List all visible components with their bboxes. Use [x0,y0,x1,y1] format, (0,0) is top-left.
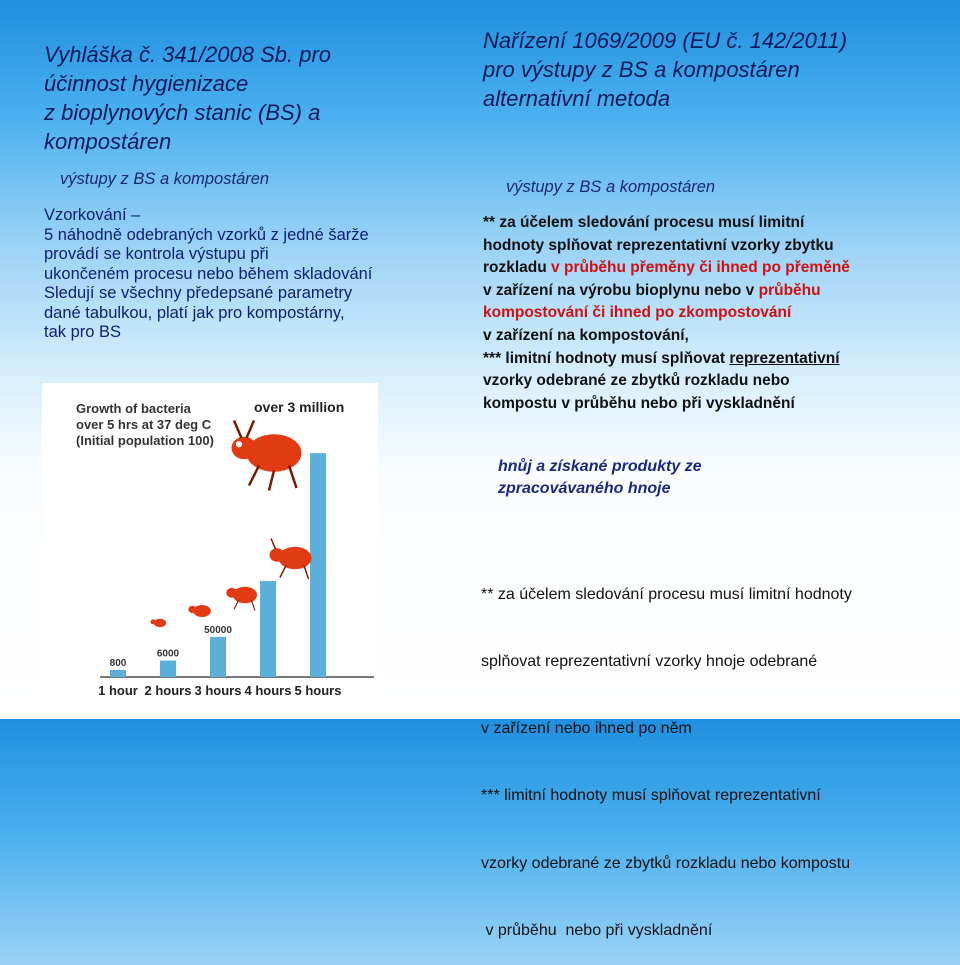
data-label: 6000 [156,648,180,660]
p1-text: *** limitní hodnoty musí splňovat [483,349,730,367]
left-title-line: kompostáren [44,129,172,154]
manure-heading [498,456,702,500]
p2-line: splňovat reprezentativní vzorky hnoje odebrané [481,653,818,671]
bug-icon [188,605,210,617]
bug-icon [270,539,312,580]
left-body-line: Sledují se všechny předepsané parametry [44,284,353,302]
bug-icon [232,421,302,491]
left-body-line: Vzorkování – [44,206,141,224]
left-body-line: ukončeném procesu nebo během skladování [44,264,373,283]
bacteria-growth-chart [42,383,378,719]
p1-line: v zařízení na kompostování, [483,326,689,344]
p2-line: vzorky odebrané ze zbytků rozkladu nebo kompostu [481,854,851,872]
left-body-line: 5 náhodně odebraných vzorků z jedné šarže [44,225,369,244]
left-title-line: účinnost hygienizace [44,71,249,96]
data-label: 50000 [204,624,232,636]
x-tick-label: 4 hours [244,683,292,698]
p1-line: kompostu v průběhu nebo při vyskladnění [483,394,795,412]
right-subtitle: výstupy z BS a kompostáren [506,178,716,196]
right-title-line: Nařízení 1069/2009 (EU č. 142/2011) [483,28,848,53]
p1-line [483,257,850,280]
p1-highlight-line: kompostování či ihned po zkompostování [483,304,792,322]
left-body-line: tak pro BS [44,323,122,341]
chart-bar [210,637,226,677]
x-tick-label: 5 hours [294,683,342,698]
right-title [483,26,847,113]
p1-text: v zařízení na výrobu bioplynu nebo v [483,281,759,299]
chart-bar [160,661,176,677]
chart-title-line: (Initial population 100) [76,433,214,448]
data-label: 800 [109,657,127,669]
p1-highlight: průběhu [758,281,821,299]
left-title-line: Vyhláška č. 341/2008 Sb. pro [44,42,332,67]
chart-bar [110,670,126,677]
left-body-line: dané tabulkou, platí jak pro kompostárny, [44,303,345,322]
x-tick-label: 2 hours [144,683,192,698]
left-title [44,40,331,156]
p1-line: vzorky odebrané ze zbytků rozkladu nebo [483,372,790,390]
x-tick-label: 1 hour [98,683,138,698]
p1-line [483,280,850,303]
right-paragraph-1 [483,212,850,415]
p2-line: v zařízení nebo ihned po něm [481,720,692,738]
bug-icon [226,587,257,611]
manure-heading-line: zpracovávaného hnoje [498,480,671,497]
left-body [44,206,372,343]
chart-title-line: over 5 hrs at 37 deg C [76,417,212,432]
chart-bar [260,581,276,677]
p2-line: ** za účelem sledování procesu musí limitní hodnoty [481,585,852,603]
right-title-line: alternativní metoda [483,86,671,111]
p1-highlight: v průběhu přeměny či ihned po přeměně [551,259,850,277]
right-title-line: pro výstupy z BS a kompostáren [483,57,800,82]
p2-line: v průběhu nebo při vyskladnění [481,921,713,939]
chart-title-line: Growth of bacteria [76,401,191,416]
bug-icon [150,619,166,627]
chart-svg [42,383,378,719]
right-paragraph-2 [481,539,852,965]
left-body-line: provádí se kontrola výstupu při [44,245,269,263]
p1-line [483,348,850,371]
left-subtitle: výstupy z BS a kompostáren [60,170,270,188]
left-title-line: z bioplynových stanic (BS) a [44,100,321,125]
manure-heading-line: hnůj a získané produkty ze [498,458,702,475]
p2-line: *** limitní hodnoty musí splňovat reprezentativní [481,787,821,805]
chart-annotation: over 3 million [254,399,345,415]
p1-line: ** za účelem sledování procesu musí limitní [483,214,805,231]
x-tick-label: 3 hours [194,683,242,698]
p1-underlined: reprezentativní [729,349,840,367]
p1-line: hodnoty splňovat reprezentativní vzorky zbytku [483,236,834,254]
p1-text: rozkladu [483,259,552,277]
chart-bar [310,453,326,677]
